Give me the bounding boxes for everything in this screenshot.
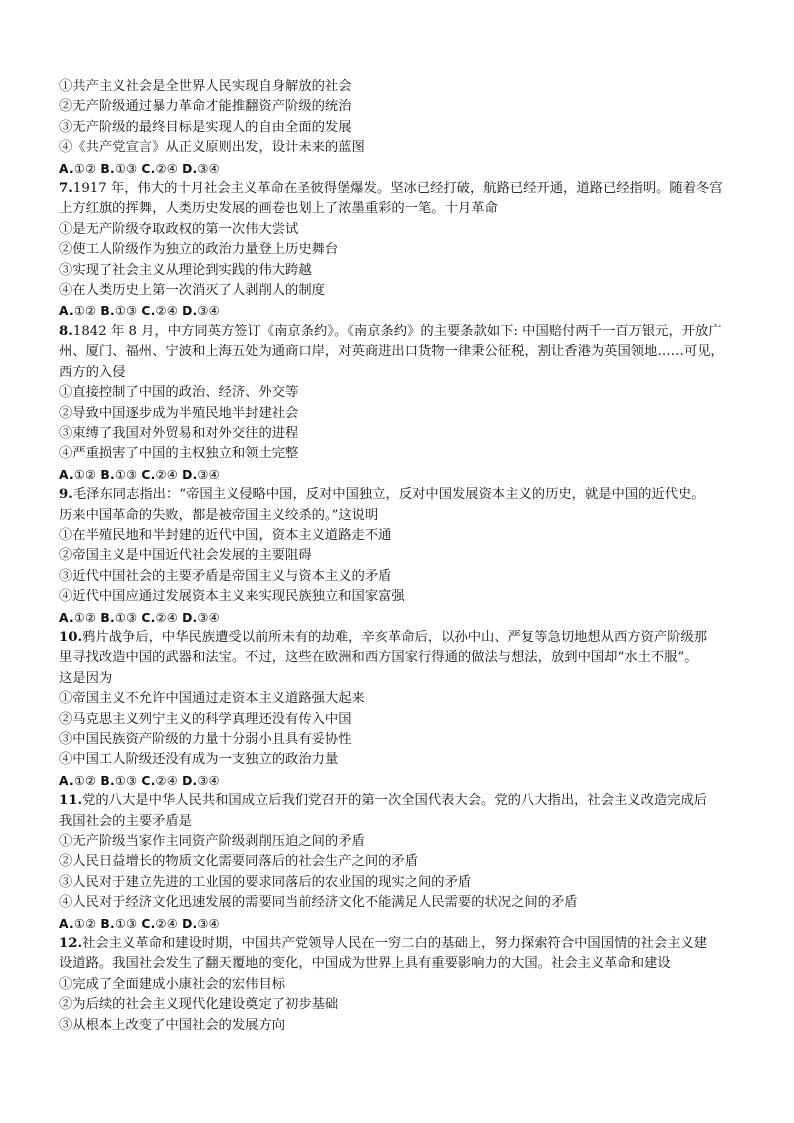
option-line: ③束缚了我国对外贸易和对外交往的进程	[59, 425, 299, 441]
question-number: 10.	[59, 629, 83, 645]
question-stem: 历来中国革命的失败，都是被帝国主义绞杀的。”这说明	[59, 507, 379, 523]
option-line: ②帝国主义是中国近代社会发展的主要阻碍	[59, 548, 312, 564]
option-line: ④人民对于经济文化迅速发展的需要同当前经济文化不能满足人民需要的状况之间的矛盾	[59, 895, 578, 911]
question-stem: 12.社会主义革命和建设时期，中国共产党领导人民在一穷二白的基础上，努力探索符合中国国情的社会主义建	[59, 936, 708, 952]
option-line: ②导致中国逐步成为半殖民地半封建社会	[59, 405, 299, 421]
question-number: 11.	[59, 793, 83, 809]
question-7	[59, 179, 745, 322]
question-stem: 9.毛泽东同志指出：“帝国主义侵略中国，反对中国独立，反对中国发展资本主义的历史，就是中国的近代史。	[59, 487, 705, 503]
option-line: ③从根本上改变了中国社会的发展方向	[59, 1017, 286, 1033]
question-11	[59, 791, 745, 934]
question-stem: 里寻找改造中国的武器和法宝。不过，这些在欧洲和西方国家行得通的做法与想法，放到中国却“水土不服”。	[59, 650, 698, 666]
option-line: ①直接控制了中国的政治、经济、外交等	[59, 385, 299, 401]
question-number: 12.	[59, 936, 83, 952]
question-10	[59, 628, 745, 791]
question-number: 7.	[59, 181, 73, 197]
option-line: ①在半殖民地和半封建的近代中国，资本主义道路走不通	[59, 527, 392, 543]
option-line: ③无产阶级的最终目标是实现人的自由全面的发展	[59, 119, 352, 135]
exam-page	[59, 77, 745, 1036]
question-stem: 7.1917 年，伟大的十月社会主义革命在圣彼得堡爆发。坚冰已经打破，航路已经开通，道路已经指明。随着冬宫	[59, 181, 723, 197]
question-number: 8.	[59, 323, 73, 339]
option-line: ④在人类历史上第一次消灭了人剥削人的制度	[59, 283, 325, 299]
answer-choices: A.①② B.①③ C.②④ D.③④	[59, 467, 220, 482]
option-line: ①共产主义社会是全世界人民实现自身解放的社会	[59, 79, 352, 94]
option-line: ③人民对于建立先进的工业国的要求同落后的农业国的现实之间的矛盾	[59, 874, 472, 890]
question-stem: 8.1842 年 8 月，中方同英方签订《南京条约》。《南京条约》的主要条款如下: 中国赔付两千一百万银元，开放广	[59, 323, 722, 339]
question-stem: 11.党的八大是中华人民共和国成立后我们党召开的第一次全国代表大会。党的八大指出，社会主义改造完成后	[59, 793, 708, 809]
answer-choices: A.①② B.①③ C.②④ D.③④	[59, 161, 220, 176]
option-line: ②无产阶级通过暴力革命才能推翻资产阶级的统治	[59, 99, 352, 115]
question-stem: 州、厦门、福州、宁波和上海五处为通商口岸，对英商进出口货物一律秉公征税，割让香港为英国领地……可见，	[59, 344, 724, 360]
option-line: ④近代中国应通过发展资本主义来实现民族独立和国家富强	[59, 589, 405, 605]
question-stem: 这是因为	[59, 670, 113, 686]
answer-choices: A.①② B.①③ C.②④ D.③④	[59, 304, 220, 319]
option-line: ④严重损害了中国的主权独立和领土完整	[59, 446, 299, 462]
question-stem: 10.鸦片战争后，中华民族遭受以前所未有的劫难，辛亥革命后，以孙中山、严复等急切地想从西方资产阶级那	[59, 629, 708, 645]
question-stem: 西方的入侵	[59, 364, 126, 380]
option-line: ②为后续的社会主义现代化建设奠定了初步基础	[59, 997, 339, 1013]
option-line: ②人民日益增长的物质文化需要同落后的社会生产之间的矛盾	[59, 854, 419, 870]
option-line: ③近代中国社会的主要矛盾是帝国主义与资本主义的矛盾	[59, 568, 392, 584]
option-line: ③中国民族资产阶级的力量十分弱小且具有妥协性	[59, 732, 352, 747]
question-stem: 设道路。我国社会发生了翻天覆地的变化，中国成为世界上具有重要影响力的大国。社会主义革命和建设	[59, 956, 671, 972]
option-line: ①无产阶级当家作主同资产阶级剥削压迫之间的矛盾	[59, 834, 365, 850]
question-8	[59, 322, 745, 485]
option-line: ③实现了社会主义从理论到实践的伟大跨越	[59, 262, 312, 278]
question-6-tail	[59, 77, 745, 179]
option-line: ①完成了全面建成小康社会的宏伟目标	[59, 976, 286, 992]
option-line: ②使工人阶级作为独立的政治力量登上历史舞台	[59, 242, 339, 258]
option-line: ④中国工人阶级还没有成为一支独立的政治力量	[59, 752, 339, 768]
question-stem: 上方红旗的挥舞，人类历史发展的画卷也划上了浓墨重彩的一笔。十月革命	[59, 201, 498, 217]
answer-choices: A.①② B.①③ C.②④ D.③④	[59, 916, 220, 931]
option-line: ①帝国主义不允许中国通过走资本主义道路强大起来	[59, 691, 365, 707]
question-number: 9.	[59, 487, 73, 503]
answer-choices: A.①② B.①③ C.②④ D.③④	[59, 773, 220, 788]
question-9	[59, 485, 745, 628]
question-12	[59, 934, 745, 1036]
option-line: ①是无产阶级夺取政权的第一次伟大尝试	[59, 221, 299, 237]
option-line: ②马克思主义列宁主义的科学真理还没有传入中国	[59, 711, 352, 727]
option-line: ④《共产党宣言》从正义原则出发，设计未来的蓝图	[59, 140, 365, 156]
question-stem: 我国社会的主要矛盾是	[59, 813, 192, 829]
answer-choices: A.①② B.①③ C.②④ D.③④	[59, 610, 220, 625]
